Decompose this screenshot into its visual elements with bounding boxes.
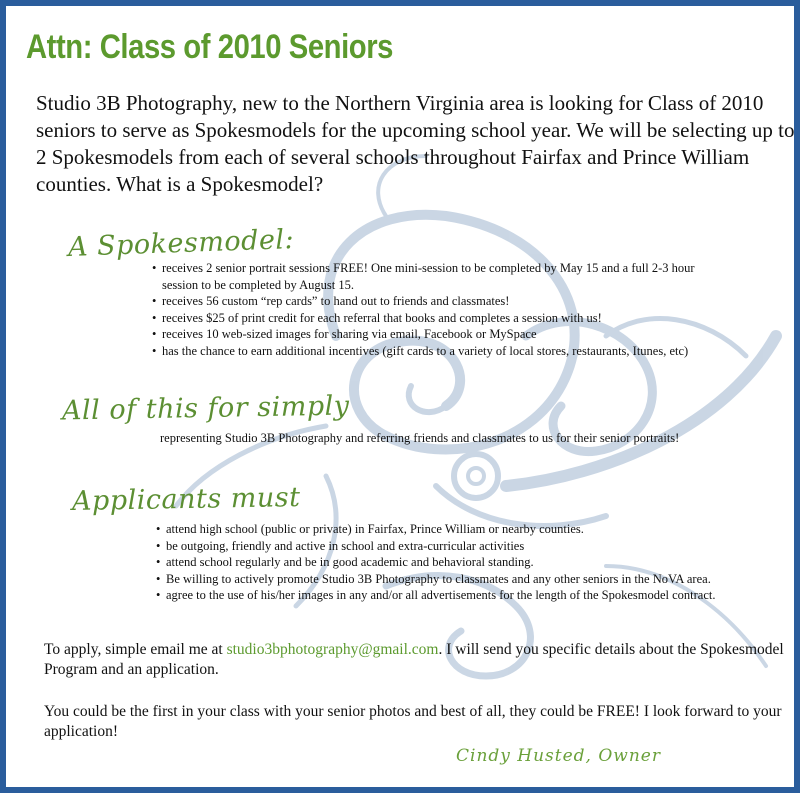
list-item-text: attend school regularly and be in good academic and behavioral standing.: [166, 555, 534, 569]
bullet-icon: •: [156, 538, 161, 553]
list-item-text: has the chance to earn additional incentives (gift cards to a variety of local stores, restaurants, Itunes, etc): [162, 343, 689, 358]
bullet-icon: •: [152, 327, 157, 341]
bullet-icon: •: [152, 310, 157, 325]
list-item-text: receives 10 web-sized images for sharing via email, Facebook or MySpace: [162, 327, 537, 341]
list-item: [152, 310, 712, 327]
simply-text: representing Studio 3B Photography and referring friends and classmates to us for their senior portraits!: [160, 431, 680, 445]
list-item: [156, 538, 736, 555]
spokesmodel-heading: A Spokesmodel:: [67, 224, 295, 263]
bullet-icon: •: [156, 522, 161, 536]
applicants-heading: Applicants must: [71, 482, 301, 517]
closing-paragraph: You could be the first in your class with your senior photos and best of all, they could be FREE! I look forward to your application!: [44, 703, 782, 740]
apply-paragraph: [44, 640, 784, 680]
list-item: [152, 343, 712, 360]
intro-paragraph: Studio 3B Photography, new to the Northern Virginia area is looking for Class of 2010 seniors to serve as Spokesmodels for the upcoming school year. We will be selecting up to 2 Spokesmodels from each of several schools throughout Fairfax and Prince William counties. What is a Spokesmodel?: [36, 91, 795, 196]
bullet-icon: •: [156, 588, 161, 602]
applicant-requirements-list: [156, 521, 736, 604]
list-item: [152, 326, 712, 343]
owner-signature: Cindy Husted, Owner: [456, 746, 661, 766]
email-link[interactable]: studio3bphotography@gmail.com: [226, 641, 439, 658]
list-item-text: agree to the use of his/her images in any and/or all advertisements for the length of the Spokesmodel contract.: [166, 588, 716, 602]
apply-text-after: . I will send you specific details about the Spokesmodel Program and an application.: [44, 641, 784, 678]
apply-text-before: To apply, simple email me at: [44, 641, 227, 658]
bullet-icon: •: [152, 261, 157, 275]
list-item: [152, 260, 712, 293]
bullet-icon: •: [156, 555, 161, 569]
list-item-text: receives 2 senior portrait sessions FREE! One mini-session to be completed by May 15 and a full 2-3 hour session to be completed by August 15.: [162, 261, 695, 292]
list-item: [156, 521, 736, 538]
page-title: Attn: Class of 2010 Seniors: [26, 28, 394, 66]
list-item: [156, 571, 736, 588]
list-item-text: Be willing to actively promote Studio 3B Photography to classmates and any other seniors in the NoVA area.: [166, 571, 711, 586]
list-item: [152, 293, 712, 310]
simply-heading: All of this for simply: [61, 390, 350, 427]
bullet-icon: •: [152, 294, 157, 308]
list-item-text: be outgoing, friendly and active in school and extra-curricular activities: [166, 538, 525, 553]
list-item-text: receives $25 of print credit for each referral that books and completes a session with us!: [162, 310, 602, 325]
list-item: [156, 554, 736, 571]
bullet-icon: •: [152, 343, 157, 358]
spokesmodel-benefits-list: [152, 260, 712, 359]
list-item: [156, 587, 736, 604]
list-item-text: attend high school (public or private) in Fairfax, Prince William or nearby counties.: [166, 522, 584, 536]
bullet-icon: •: [156, 571, 161, 586]
list-item-text: receives 56 custom “rep cards” to hand out to friends and classmates!: [162, 294, 510, 308]
